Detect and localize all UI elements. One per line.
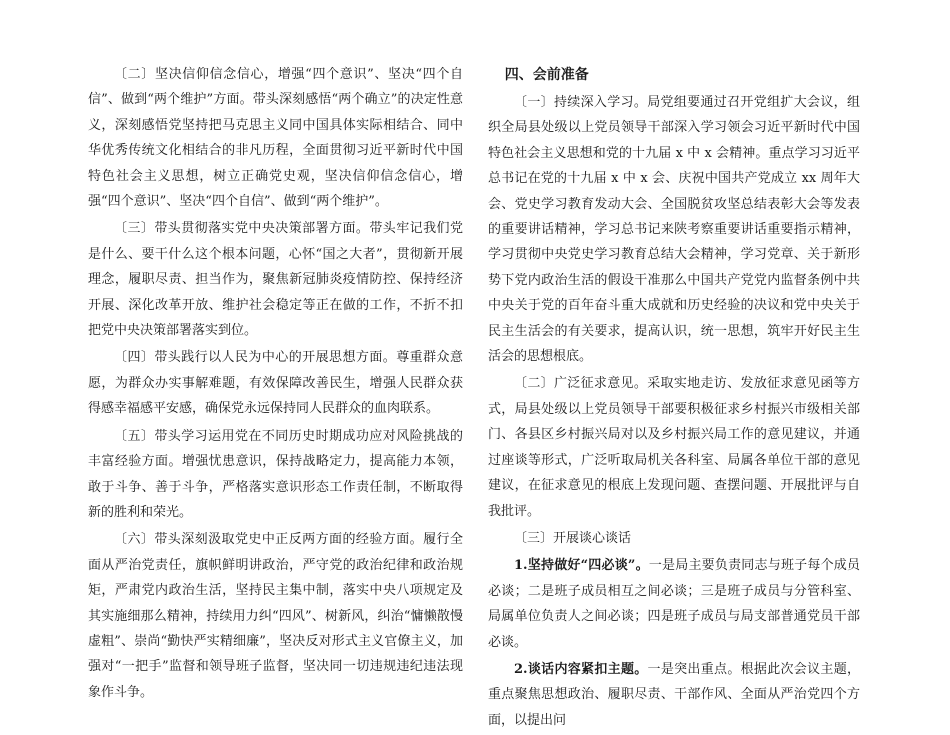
paragraph [488, 553, 860, 655]
paragraph-lead: 2.谈话内容紧扣主题。 [514, 661, 648, 677]
paragraph: 〔五〕带头学习运用党在不同历史时期成功应对风险挑战的丰富经验方面。增强忧患意识，保持战略定力，提高能力本领，敢于斗争、善于斗争，严格落实意识形态工作责任制，不断取得新的胜利和荣光。 [88, 428, 463, 520]
left-column [88, 62, 463, 707]
paragraph: 〔一〕持续深入学习。局党组要通过召开党组扩大会议，组织全局县处级以上党员领导干部深入学习领会习近平新时代中国特色社会主义思想和党的十九届 x 中 x 会精神。重点学习习近平总书记在党的十九届 x 中 x 会、庆祝中国共产党成立 xx 周年大会、党史学习教育发动大会、全国脱贫攻坚总结表彰大会等发表的重要讲话精神，学习总书记来陕考察重要讲话重要指示精神，学习贯彻中央党史学习教育总结大会精神，学习党章、关于新形势下党内政治生活的假设干准那么中国共产党党内监督条例中共中央关于党的百年奋斗重大成就和历史经验的决议和党中央关于民主生活会的有关要求，提高认识，统一思想，筑牢开好民主生活会的思想根底。 [488, 95, 860, 365]
paragraph-body: 一是突出重点。根据此次会议主题，重点聚焦思想政治、履职尽责、干部作风、全面从严治党四个方面，以提出问 [488, 661, 860, 728]
paragraph [488, 657, 860, 733]
paragraph: 〔二〕广泛征求意见。采取实地走访、发放征求意见函等方式，局县处级以上党员领导干部要积极征求乡村振兴市级相关部门、各县区乡村振兴局对以及乡村振兴局工作的意见建议，并通过座谈等形式，广泛听取局机关各科室、局属各单位干部的意见建议，在征求意见的根底上发现问题、查摆问题、开展批评与自我批评。 [488, 376, 860, 519]
paragraph: 〔六〕带头深刻汲取党史中正反两方面的经验方面。履行全面从严治党责任，旗帜鲜明讲政治，严守党的政治纪律和政治规矩，严肃党内政治生活，坚持民主集中制，落实中央八项规定及其实施细那么精神，持续用力纠“四风”、树新风，纠治“慵懒散慢虚粗”、崇尚“勤快严实精细廉”，坚决反对形式主义官僚主义，加强对“一把手”监督和领导班子监督，坚决同一切违规违纪违法现象作斗争。 [88, 532, 463, 700]
paragraph: 〔三〕带头贯彻落实党中央决策部署方面。带头牢记我们党是什么、要干什么这个根本问题，心怀“国之大者”，贯彻新开展理念，履职尽责、担当作为，聚焦新冠肺炎疫情防控、保持经济开展、深化改革开放、维护社会稳定等正在做的工作，不折不扣把党中央决策部署落实到位。 [88, 221, 463, 339]
paragraph-body: 一是局主要负责同志与班子每个成员必谈；二是班子成员相互之间必谈；三是班子成员与分管科室、局属单位负责人之间必谈；四是班子成员与局支部普通党员干部必谈。 [488, 558, 860, 650]
right-column [488, 62, 860, 735]
paragraph: 〔四〕带头践行以人民为中心的开展思想方面。尊重群众意愿，为群众办实事解难题，有效保障改善民生，增强人民群众获得感幸福感平安感，确保党永远保持同人民群众的血肉联系。 [88, 350, 463, 417]
paragraph-lead: 1.坚持做好“四必谈”。 [514, 558, 649, 574]
subheading: 〔三〕开展谈心谈话 [514, 530, 632, 546]
section-heading: 四、会前准备 [504, 67, 589, 83]
paragraph: 〔二〕坚决信仰信念信心，增强“四个意识”、坚决“四个自信”、做到“两个维护”方面。带头深刻感悟“两个确立”的决定性意义，深刻感悟党坚持把马克思主义同中国具体实际相结合、同中华优秀传统文化相结合的非凡历程，全面贯彻习近平新时代中国特色社会主义思想，树立正确党史观，坚决信仰信念信心，增强“四个意识”、坚决“四个自信”、做到“两个维护”。 [88, 67, 463, 210]
